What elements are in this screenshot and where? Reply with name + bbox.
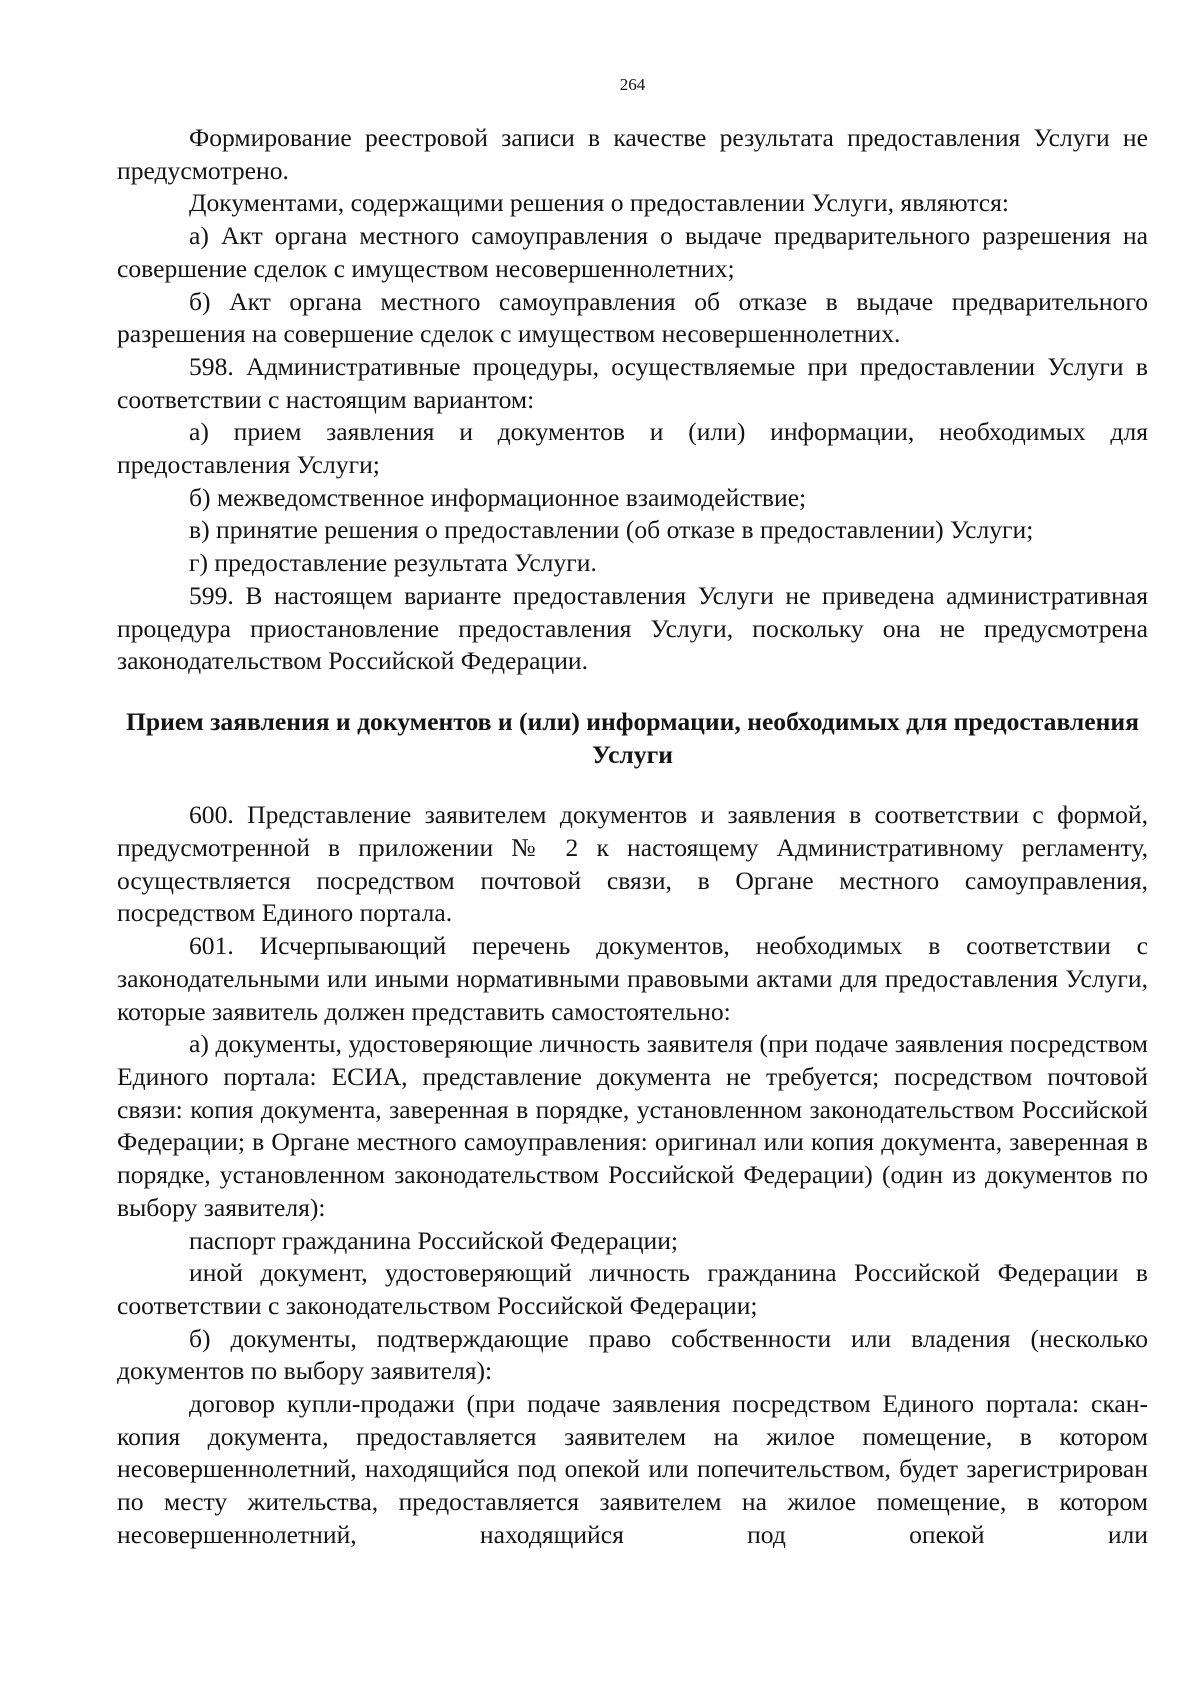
list-item: договор купли-продажи (при подаче заявления посредством Единого портала: скан-копия документа, предоставляется заявителем на жилое помещение, в котором несовершеннолетний, находящийся под опекой или попечительством, будет зарегистрирован по месту жительства, предоставляется заявителем на жилое помещение, в котором несовершеннолетний, находящийся под опекой или <box>117 1389 1148 1549</box>
list-item: в) принятие решения о предоставлении (об отказе в предоставлении) Услуги; <box>189 515 1034 545</box>
document-body <box>117 122 1148 1552</box>
list-item: паспорт гражданина Российской Федерации; <box>189 1225 679 1255</box>
list-item: иной документ, удостоверяющий личность гражданина Российской Федерации в соответствии с законодательством Российской Федерации; <box>117 1258 1148 1320</box>
list-item: а) документы, удостоверяющие личность заявителя (при подаче заявления посредством Единого портала: ЕСИА, представление документа не требуется; посредством почтовой связи: копия документа, заверенная в порядке, установленном законодательством Российской Федерации; в Органе местного самоуправления: оригинал или копия документа, заверенная в порядке, установленном законодательством Российской Федерации) (один из документов по выбору заявителя): <box>117 1029 1148 1222</box>
list-item: г) предоставление результата Услуги. <box>189 548 597 578</box>
paragraph: Документами, содержащими решения о предоставлении Услуги, являются: <box>189 188 1010 218</box>
list-item: б) межведомственное информационное взаимодействие; <box>189 482 807 512</box>
section-heading: Прием заявления и документов и (или) информации, необходимых для предоставления Услуги <box>125 706 1139 769</box>
list-item: а) прием заявления и документов и (или) информации, необходимых для предоставления Услуги; <box>117 417 1148 480</box>
page-number: 264 <box>619 75 646 94</box>
numbered-paragraph: 600. Представление заявителем документов и заявления в соответствии с формой, предусмотренной в приложении № 2 к настоящему Административному регламенту, осуществляется посредством почтовой связи, в Органе местного самоуправления, посредством Единого портала. <box>117 800 1148 928</box>
list-item: а) Акт органа местного самоуправления о выдаче предварительного разрешения на совершение сделок с имуществом несовершеннолетних; <box>117 221 1148 283</box>
numbered-paragraph: 601. Исчерпывающий перечень документов, необходимых в соответствии с законодательными или иными нормативными правовыми актами для предоставления Услуги, которые заявитель должен представить самостоятельно: <box>117 931 1148 1026</box>
paragraph: Формирование реестровой записи в качестве результата предоставления Услуги не предусмотрено. <box>117 123 1148 185</box>
list-item: б) Акт органа местного самоуправления об отказе в выдаче предварительного разрешения на совершение сделок с имуществом несовершеннолетних. <box>117 286 1148 349</box>
list-item: б) документы, подтверждающие право собственности или владения (несколько документов по выбору заявителя): <box>117 1323 1148 1386</box>
numbered-paragraph: 598. Административные процедуры, осуществляемые при предоставлении Услуги в соответствии с настоящим вариантом: <box>117 351 1148 414</box>
numbered-paragraph: 599. В настоящем варианте предоставления Услуги не приведена административная процедура приостановление предоставления Услуги, поскольку она не предусмотрена законодательством Российской Федерации. <box>117 580 1148 676</box>
